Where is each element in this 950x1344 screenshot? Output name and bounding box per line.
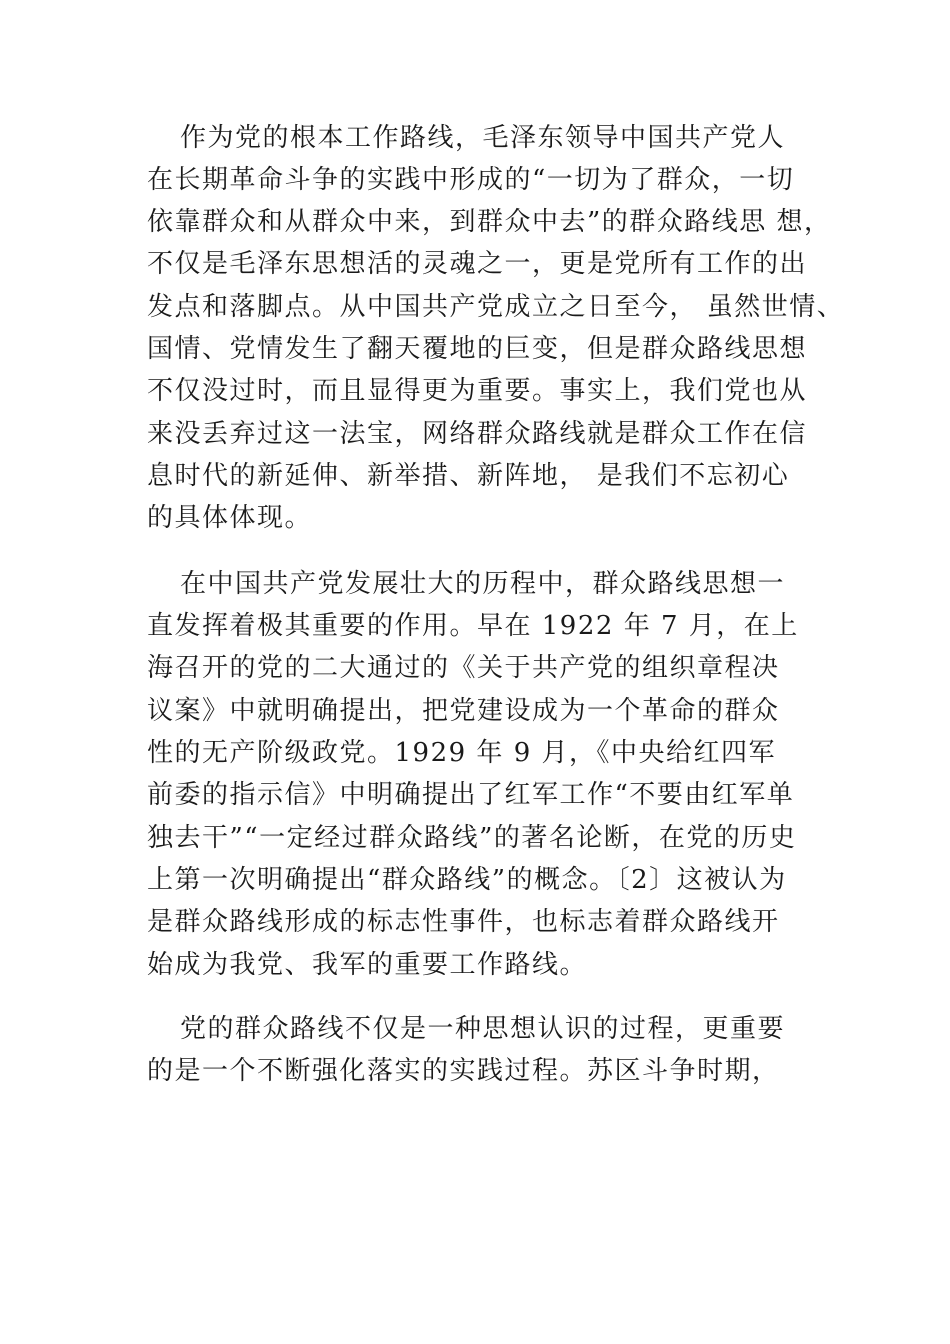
text-line: 党的群众路线不仅是一种思想认识的过程，更重要	[180, 1014, 786, 1044]
text-line: 息时代的新延伸、新举措、新阵地， 是我们不忘初心	[147, 461, 790, 491]
text-line: 依靠群众和从群众中来，到群众中去”的群众路线思 想，	[147, 207, 832, 237]
text-line: 的是一个不断强化落实的实践过程。苏区斗争时期，	[147, 1056, 780, 1086]
text-line: 是群众路线形成的标志性事件，也标志着群众路线开	[147, 907, 780, 937]
text-line: 的具体体现。	[147, 503, 313, 533]
text-line: 在长期革命斗争的实践中形成的“一切为了群众，一切	[147, 165, 795, 195]
text-line: 前委的指示信》中明确提出了红军工作“不要由红军单	[147, 780, 795, 810]
text-line: 始成为我党、我军的重要工作路线。	[147, 950, 588, 980]
text-line: 来没丢弃过这一法宝，网络群众路线就是群众工作在信	[147, 419, 808, 449]
text-line: 议案》中就明确提出，把党建设成为一个革命的群众	[147, 696, 780, 726]
text-line: 性的无产阶级政党。1929 年 9 月，《中央给红四军	[147, 738, 777, 768]
text-line: 独去干”“一定经过群众路线”的著名论断，在党的历史	[147, 823, 797, 853]
text-line: 作为党的根本工作路线，毛泽东领导中国共产党人	[180, 123, 786, 153]
text-line: 上第一次明确提出“群众路线”的概念。〔2〕这被认为	[147, 865, 787, 895]
text-line: 在中国共产党发展壮大的历程中，群众路线思想一	[180, 569, 786, 599]
text-line: 不仅没过时，而且显得更为重要。事实上，我们党也从	[147, 376, 808, 406]
text-line: 海召开的党的二大通过的《关于共产党的组织章程决	[147, 653, 780, 683]
text-line: 发点和落脚点。从中国共产党成立之日至今， 虽然世情、	[147, 292, 845, 322]
text-line: 直发挥着极其重要的作用。早在 1922 年 7 月，在上	[147, 611, 799, 641]
text-line: 国情、党情发生了翻天覆地的巨变，但是群众路线思想	[147, 334, 808, 364]
text-line: 不仅是毛泽东思想活的灵魂之一，更是党所有工作的出	[147, 249, 808, 279]
